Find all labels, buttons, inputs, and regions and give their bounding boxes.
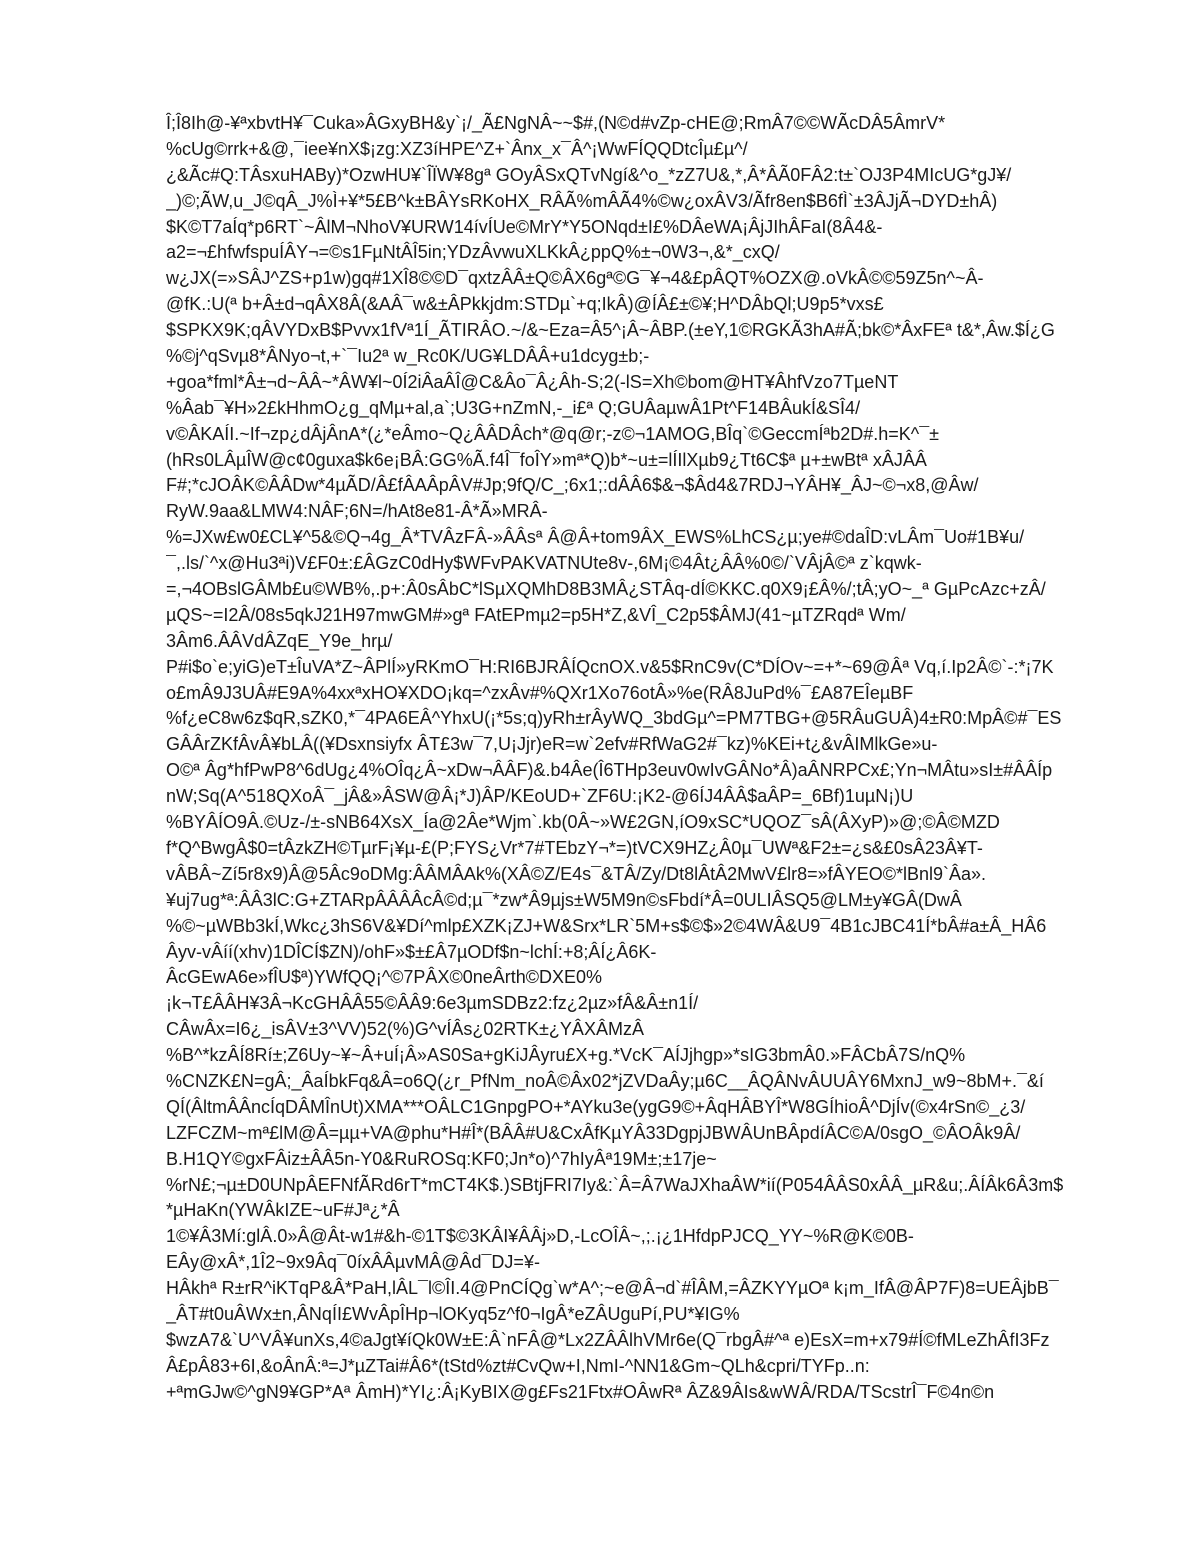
text-line: %Âab¯¥H»2£kHhmO¿g_qMµ+al,a`;U3G+nZmN,-_i£ª Q;GUÂaµwÂ1Pt^F14BÂukÍ&SÎ4/ bbox=[166, 397, 861, 418]
text-line: =,¬4OBslGÂMb£u©WB%,.p+:Â0sÂbC*lSµXQMhD8B3MÂ¿STÂq-dÍ©KKC.q0X9¡£Â%/;tÂ;yO~_ª GµPcAzc+zÂ/ bbox=[166, 579, 1046, 600]
text-line: ÂcGEwA6e»fÎU$ª)YWfQQ¡^©7PÂX©0neÂrth©DXE0% bbox=[166, 967, 603, 988]
text-line: %BYÂÍO9Â.©Uz-/±-sNB64XsX_Ía@2Âe*Wjm`.kb(0Â~»W£2GN,íO9xSC*UQOZ¯sÂ(ÂXyP)»@;©Â©MZD bbox=[166, 812, 1000, 833]
text-line: %©j^qSvµ8*ÂNyo¬t,+`¯Iu2ª w_Rc0K/UG¥LDÂÂ+u1dcyg±b;- bbox=[166, 346, 650, 367]
text-line: %cUg©rrk+&@,¯iee¥nX$¡zg:XZ3íHPE^Z+`Ânx_x¯Â^¡WwFÍQQDtcÎµ£µ^/ bbox=[166, 138, 748, 159]
text-line: µQS~=I2Â/08s5qkJ21H97mwGM#»gª FAtEPmµ2=p5H*Z,&VÎ_C2p5$ÂMJ(41~µTZRqdª Wm/ bbox=[166, 604, 906, 625]
text-line: O©ª Âg*hfPwP8^6dUg¿4%OÎq¿Â~xDw¬ÂÂF)&.b4Âe(Î6THp3euv0wIvGÂNo*Â)aÂNRPCx£;Yn¬MÂtu»sI±#ÂÂÍp bbox=[166, 760, 1053, 781]
text-line: @fK.:U(ª b+Â±d¬qÂX8Â(&AÂ¯w&±ÂPkkjdm:STDµ`+q;IkÂ)@ÍÂ£±©¥;H^DÂbQl;U9p5*vxs£ bbox=[166, 294, 884, 315]
text-line: +ªmGJw©^gN9¥GP*Aª ÂmH)*YI¿:Â¡KyBIX@g£Fs21Ftx#OÂwRª ÂZ&9ÂIs&wWÂ/RDA/TScstrÎ¯F©4n©n bbox=[166, 1381, 995, 1402]
text-line: (hRs0LÂµÎW@c¢0guxa$k6e¡BÂ:GG%Ã.f4Î¯foÎY»mª*Q)b*~u±=lÍIlXµb9¿Tt6C$ª µ+±wBtª xÂJÂÂ bbox=[166, 449, 927, 470]
text-line: B.H1QY©gxFÂiz±ÂÂ5n-Y0&RuROSq:KF0;Jn*o)^7hIyÂª19M±;±17je~ bbox=[166, 1148, 717, 1169]
text-line: _ÂT#t0uÂWx±n,ÂNqÍI£WvÂpÎHp¬lOKyq5z^f0¬IgÂ*eZÂUguPí,PU*¥IG% bbox=[166, 1303, 740, 1324]
text-line: ¿&Ãc#Q:TÂsxuHABy)*OzwHU¥`ÎÏW¥8gª GOyÂSxQTvNgí&^o_*zZ7U&,*,Â*ÂÃ0FÂ2:t±`OJ3P4MIcUG*gJ¥/ bbox=[166, 164, 1012, 185]
text-line: EÂy@xÂ*,1Î2~9x9Âq¯0íxÂÂµvMÂ@Âd¯DJ=¥- bbox=[166, 1252, 540, 1273]
text-line: vÂBÂ~Zí5r8x9)Â@5Âc9oDMg:ÂÂMÂAk%(XÂ©Z/E4s¯&TÂ/Zy/Dt8lÂtÂ2MwV£lr8=»fÂYEO©*lBnl9`Âa». bbox=[166, 863, 987, 884]
text-line: Â£pÂ83+6I,&oÂnÂ:ª=J*µZTai#Â6*(tStd%zt#CvQw+I,NmI-^NN1&Gm~QLh&cpri/TYFp..n: bbox=[166, 1355, 870, 1376]
text-line: %CNZK£N=gÂ;_ÂaÍbkFq&Â=o6Q(¿r_PfNm_noÂ©Âx02*jZVDaÂy;µ6C__ÂQÂNvÂUUÂY6MxnJ_w9~8bM+.¯&í bbox=[166, 1070, 1044, 1091]
text-line: %f¿eC8w6z$qR,sZK0,*¯4PA6EÂ^YhxU(¡*5s;q)yRh±rÂyWQ_3bdGµ^=PM7TBG+@5RÂuGUÂ)4±R0:MpÂ©#¯ES bbox=[166, 708, 1062, 729]
text-line: Âyv-vÂíí(xhv)1DÎCÍ$ZN)/ohF»$±£Â7µODf$n~lchÍ:+8;ÂÍ¿Â6K- bbox=[166, 941, 657, 962]
text-line: %©~µWBb3kÍ,Wkc¿3hS6V&¥Dí^mlp£XZK¡ZJ+W&Srx*LR`5M+s$©$»2©4WÂ&U9¯4B1cJBC41Í*bÂ#a±Â_HÂ6 bbox=[166, 915, 1047, 936]
text-line: LZFCZM~mª£lM@Â=µµ+VA@phu*H#Î*(BÂÂ#U&CxÂfKµYÂ33DgpjJBWÂUnBÂpdíÂC©A/0sgO_©ÂOÂk9Â/ bbox=[166, 1122, 1021, 1143]
text-line: 3Âm6.ÂÂVdÂZqE_Y9e_hrµ/ bbox=[166, 630, 393, 651]
text-line: a2=¬£hfwfspuÍÂY¬=©s1FµNtÂÎ5in;YDzÂvwuXLKkÂ¿ppQ%±¬0W3¬,&*_cxQ/ bbox=[166, 242, 780, 263]
text-line: RyW.9aa&LMW4:NÂF;6N=/hAt8e81-Â*Ã»MRÂ- bbox=[166, 501, 548, 522]
text-line: P#i$o`e;yiG)eT±ÎuVA*Z~ÂPlÍ»yRKmO¯H:RI6BJRÂÍQcnOX.v&5$RnC9v(C*DÍOv~=+*~69@Âª Vq,í.Ip2Â©`-:*¡7K bbox=[166, 656, 1054, 677]
text-line: ¥uj7ug*ª:ÂÂ3lC:G+ZTARpÂÂÂÂcÂ©d;µ¯*zw*Â9µjs±W5M9n©sFbdí*Â=0ULIÂSQ5@LM±y¥GÂ(DwÂ bbox=[166, 889, 962, 910]
text-line: %=JXw£w0£CL¥^5&©Q¬4g_Â*TVÂzFÂ-»ÂÂsª Â@Â+tom9ÂX_EWS%LhCS¿µ;ye#©daÎD:vLÂm¯Uo#1B¥u/ bbox=[166, 527, 1025, 548]
text-line: +goa*fml*Â±¬d~ÂÂ~*ÂW¥l~0Í2iÂaÂÎ@C&Âo¯Â¿Âh-S;2(-lS=Xh©bom@HT¥ÂhfVzo7TµeNT bbox=[166, 371, 899, 392]
text-line: 1©¥Â3Mí:glÂ.0»Â@Ât-w1#&h-©1T$©3KÂI¥ÂÂj»D,-LcOÎÂ~,;.¡¿1HfdpPJCQ_YY~%R@K©0B- bbox=[166, 1226, 914, 1247]
text-line: %B^*kzÂÍ8Rí±;Z6Uy~¥~Â+uÍ¡Â»AS0Sa+gKiJÂyru£X+g.*VcK¯AÍJjhgp»*sIG3bmÂ0.»FÂCbÂ7S/nQ% bbox=[166, 1045, 966, 1066]
text-line: o£mÂ9J3UÂ#E9A%4xxªxHO¥XDO¡kq=^zxÂv#%QXr1Xo76otÂ»%e(RÂ8JuPd%¯£A87EÎeµBF bbox=[166, 682, 914, 703]
text-line: CÂwÂx=I6¿_isÂV±3^VV)52(%)G^vÍÂs¿02RTK±¿YÂXÂMzÂ bbox=[166, 1019, 644, 1040]
text-line: f*Q^BwgÂ$0=tÂzkZH©TµrF¡¥µ-£(P;FYS¿Vr*7#TEbzY¬*=)tVCX9HZ¿Â0µ¯UWª&F2±=¿s&£0sÂ23Â¥T- bbox=[166, 837, 983, 858]
text-line: GÂÂrZKfÂvÂ¥bLÂ((¥Dsxnsiyfx ÂT£3w¯7,U¡Jjr)eR=w`2efv#RfWaG2#¯kz)%KEi+t¿&vÂIMlkGe»u- bbox=[166, 734, 938, 755]
text-line: %rN£;¬µ±D0UNpÂEFNfÃRd6rT*mCT4K$.)SBtjFRI7Iy&:`Â=Â7WaJXhaÂW*ií(P054ÂÂS0xÂÂ_µR&u;.ÂÍÂk6Â3m$ bbox=[166, 1174, 1064, 1195]
text-line: Î;Î8Ih@-¥ªxbvtH¥¯Cuka»ÂGxyBH&y`¡/_Ã£NgNÂ~~$#,(N©d#vZp-cHE@;RmÂ7©©WÃcDÂ5ÂmrV* bbox=[166, 113, 946, 133]
text-line: $wzA7&`U^VÂ¥unXs,4©aJgt¥íQk0W±E:Â`nFÂ@*Lx2ZÂÂlhVMr6e(Q¯rbgÂ#^ª e)EsX=m+x79#Í©fMLeZhÂfI3Fz bbox=[166, 1329, 1050, 1350]
text-line: HÂkhª R±rR^iKTqP&Â*PaH,lÂL¯l©ÎI.4@PnCÍQg`w*A^;~e@Â¬d`#ÎÂM,=ÂZKYYµOª k¡m_IfÂ@ÂP7F)8=UEÂjbB¯ bbox=[166, 1278, 1059, 1299]
text-line: $SPKX9K;qÂVYDxB$Pvvx1fVª1Í_ÃTIRÂO.~/&~Eza=Â5^¡Â~ÂBP.(±eY,1©RGKÃ3hA#Ã;bk©*ÂxFEª t&*,Âw.$Í¿G bbox=[166, 320, 1055, 341]
text-line: nW;Sq(A^518QXoÂ¯_jÂ&»ÂSW@Â¡*J)ÂP/KEoUD+`ZF6U:¡K2-@6ÍJ4ÂÂ$aÂP=_6Bf)1uµN¡)U bbox=[166, 786, 914, 807]
text-line: QÍ(ÂltmÂÂncÍqDÂMÎnUt)XMA***OÂLC1GnpgPO+*AYku3e(ygG9©+ÂqHÂBYÎ*W8GÍhioÂ^DjÍv(©x4rSn©_¿3/ bbox=[166, 1096, 1026, 1117]
text-line: w¿JX(=»SÂJ^ZS+p1w)gq#1XÎ8©©D¯qxtzÂÂ±Q©ÂX6gª©G¯¥¬4&£pÂQT%OZX@.oVkÂ©©59Z5n^~Â- bbox=[166, 268, 984, 289]
text-line: _)©;ÃW,u_J©qÂ_J%Ì+¥*5£B^k±BÂYsRKoHX_RÂÃ%mÂÃ4%©w¿oxÂV3/Ãfr8en$B6fÌ`±3ÂJjÃ¬DYD±hÂ) bbox=[166, 190, 998, 211]
document-body-text bbox=[166, 111, 1126, 1406]
text-line: ¯,.ls/`^x@Hu3ªi)V£F0±:£ÂGzC0dHy$WFvPAKVATNUte8v-,6M¡©4Ât¿ÂÂ%0©/`VÂjÂ©ª z`kqwk- bbox=[166, 553, 922, 574]
text-line: *µHaKn(YWÂkIZE~uF#Jª¿*Â bbox=[166, 1200, 400, 1221]
text-line: $K©T7aÍq*p6RT`~ÂlM¬NhoV¥URW14ívÍUe©MrY*Y5ONqd±I£%DÂeWA¡ÂjJIhÂFaI(8Â4&- bbox=[166, 216, 883, 237]
text-line: F#;*cJOÂK©ÂÂDw*4µÃD/Â£fÂAÂpÂV#Jp;9fQ/C_;6x1;:dÂÂ6$&¬$Âd4&7RDJ¬YÂH¥_ÂJ~©¬x8,@Âw/ bbox=[166, 475, 979, 496]
text-line: ¡k¬T£ÂÂH¥3Â¬KcGHÂÂ55©ÂÂ9:6e3µmSDBz2:fz¿2µz»fÂ&Â±n1Í/ bbox=[166, 993, 699, 1014]
text-line: v©ÂKAÍI.~If¬zp¿dÂjÂnA*(¿*eÂmo~Q¿ÂÂDÂch*@q@r;-z©¬1AMOG,BÎq`©GeccmÍªb2D#.h=K^¯± bbox=[166, 423, 940, 444]
